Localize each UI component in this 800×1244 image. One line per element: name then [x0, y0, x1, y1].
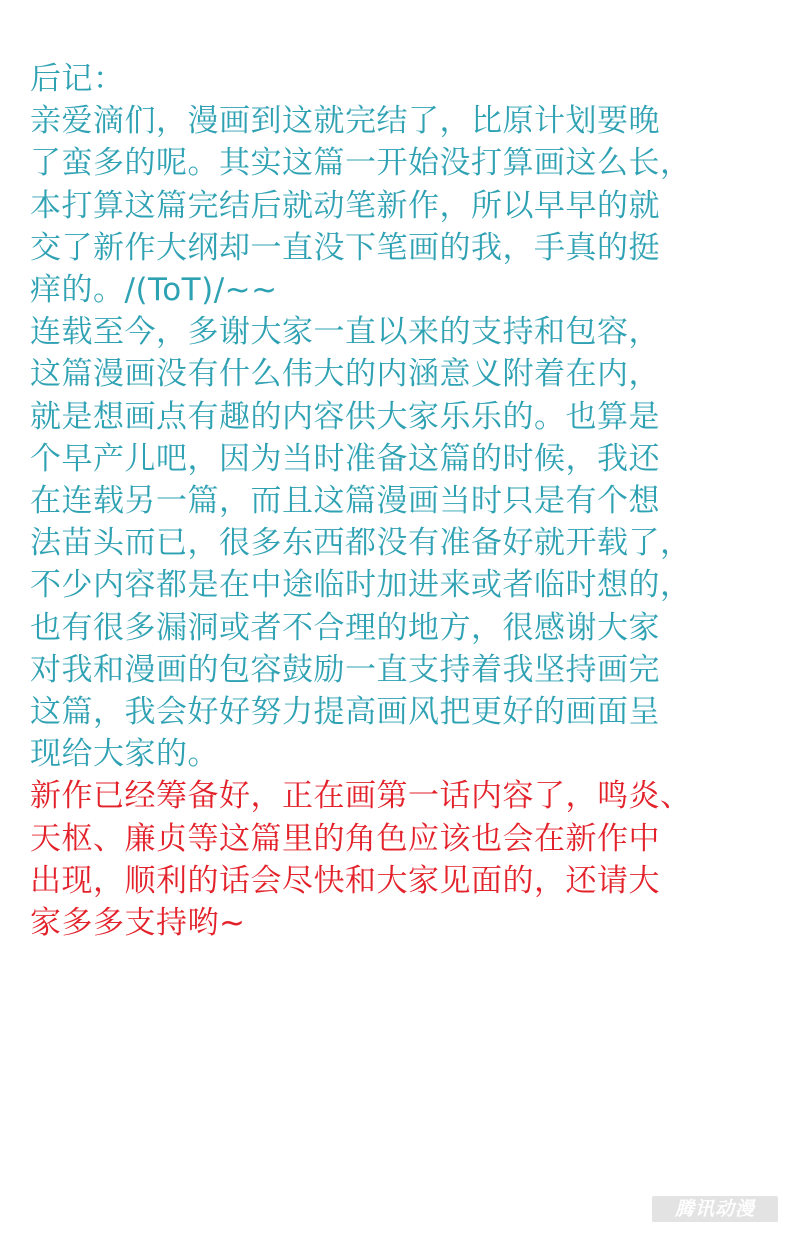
- body-line: 个早产儿吧，因为当时准备这篇的时候，我还: [30, 440, 660, 477]
- body-line: 对我和漫画的包容鼓励一直支持着我坚持画完: [30, 651, 660, 688]
- body-line: 现给大家的。: [30, 736, 219, 773]
- body-line: 法苗头而已，很多东西都没有准备好就开载了，: [30, 525, 692, 562]
- body-line: 就是想画点有趣的内容供大家乐乐的。也算是: [30, 398, 660, 435]
- body-line: 这篇，我会好好努力提高画风把更好的画面呈: [30, 694, 660, 731]
- body-line: 这篇漫画没有什么伟大的内涵意义附着在内，: [30, 356, 660, 393]
- afterword-heading: 后记：: [30, 61, 125, 97]
- body-line: 本打算这篇完结后就动笔新作，所以早早的就: [30, 187, 660, 224]
- body-line: 在连载另一篇，而且这篇漫画当时只是有个想: [30, 483, 660, 520]
- announcement-line: 天枢、廉贞等这篇里的角色应该也会在新作中: [30, 820, 660, 857]
- body-line: 也有很多漏洞或者不合理的地方，很感谢大家: [30, 609, 660, 646]
- body-line: 交了新作大纲却一直没下笔画的我，手真的挺: [30, 229, 660, 266]
- body-line: 了蛮多的呢。其实这篇一开始没打算画这么长，: [30, 145, 692, 182]
- body-line: 不少内容都是在中途临时加进来或者临时想的，: [30, 567, 692, 604]
- afterword-page: [30, 58, 770, 944]
- new-work-announcement: [30, 775, 770, 944]
- body-line: 连载至今，多谢大家一直以来的支持和包容，: [30, 314, 660, 351]
- announcement-line: 新作已经筹备好，正在画第一话内容了，鸣炎、: [30, 778, 692, 815]
- announcement-line: 家多多支持哟~: [30, 905, 246, 942]
- announcement-line: 出现，顺利的话会尽快和大家见面的，还请大: [30, 862, 660, 899]
- body-line: 亲爱滴们，漫画到这就完结了，比原计划要晚: [30, 103, 660, 140]
- afterword-body: [30, 100, 770, 775]
- body-line: 痒的。/(ToT)/~~: [30, 272, 278, 309]
- tencent-comics-watermark: 腾讯动漫: [652, 1196, 778, 1222]
